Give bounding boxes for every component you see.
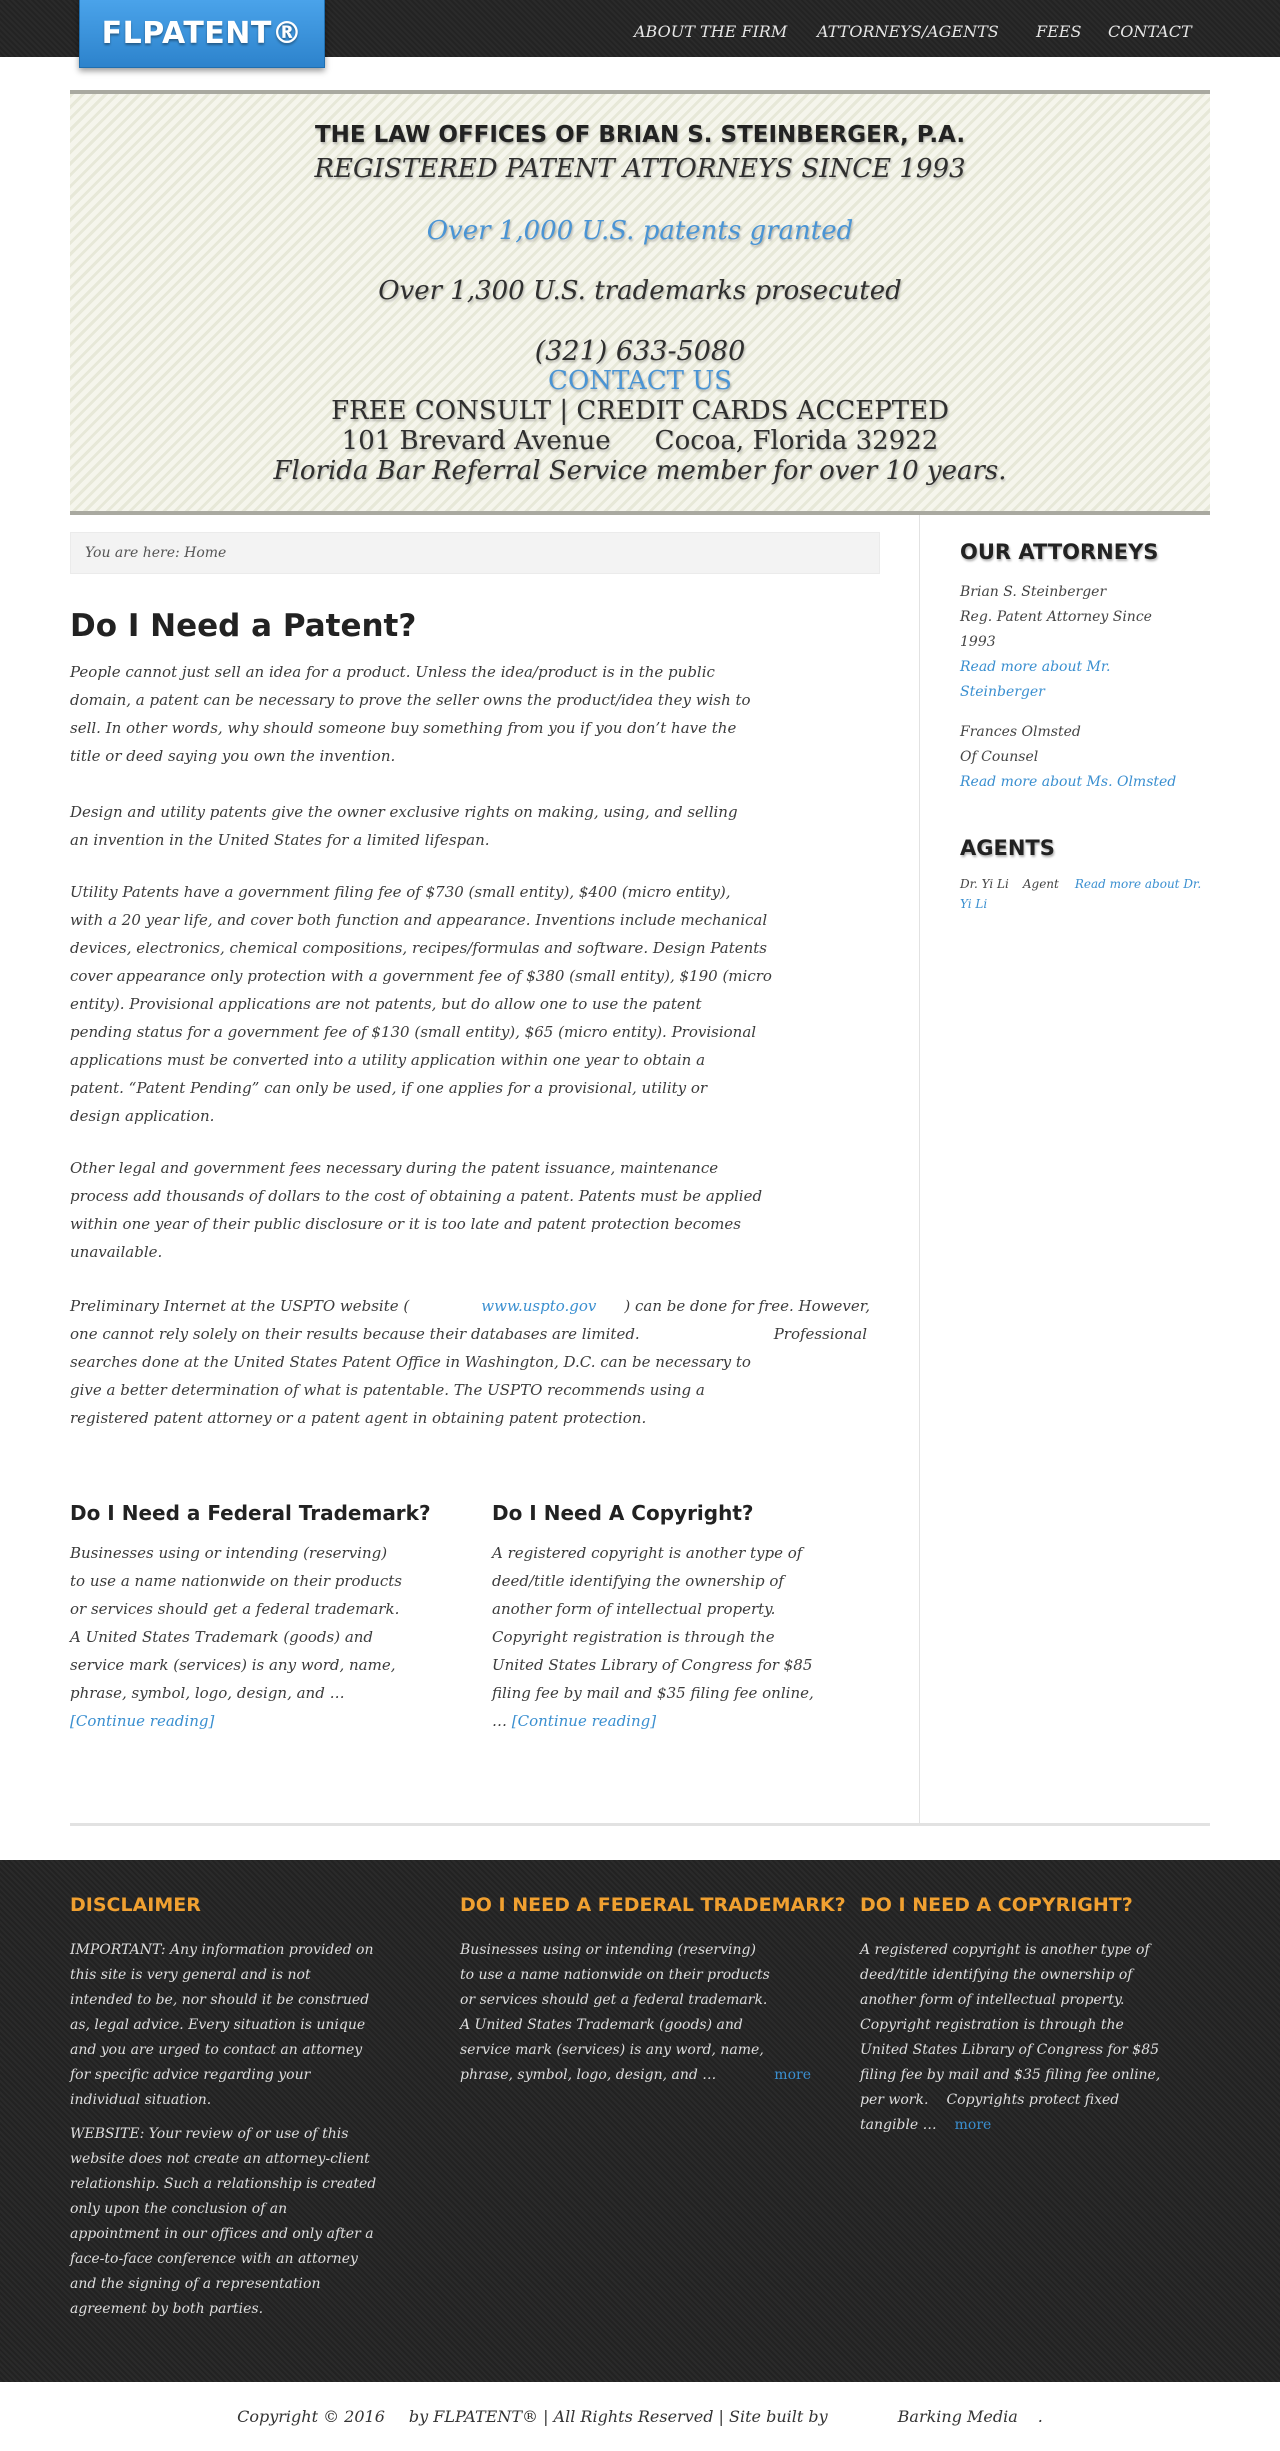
text-line — [70, 1707, 402, 1735]
text-line: only upon the conclusion of an — [70, 2201, 288, 2217]
text-line: United States Library of Congress for $85 — [860, 2042, 1160, 2058]
text-line: title or deed saying you own the invention. — [70, 747, 396, 765]
text-line: deed/title identifying the ownership of — [860, 1967, 1133, 1983]
hero-phone: (321) 633-5080 — [534, 336, 746, 367]
footer-trademark-more[interactable]: more — [774, 2067, 811, 2083]
hero-trademarks: Over 1,300 U.S. trademarks prosecuted — [378, 276, 902, 306]
paragraph-2 — [70, 798, 738, 854]
nav-contact[interactable]: CONTACT — [1108, 22, 1192, 41]
p5-line2a: one cannot rely solely on their results because their databases are limited. — [70, 1325, 640, 1343]
copyright-year: Copyright © 2016 — [237, 2407, 385, 2426]
text-line: cover appearance only protection with a government fee of $380 (small entity), $190 (micro — [70, 967, 772, 985]
footer-copyright-text — [860, 1938, 1160, 2138]
text-line: domain, a patent can be necessary to prove the seller owns the product/idea they wish to — [70, 691, 751, 709]
attorney-2-name: Frances Olmsted — [960, 724, 1081, 740]
disclaimer-text-1 — [70, 1938, 373, 2113]
copyright-dot: . — [1037, 2407, 1043, 2426]
text-line — [492, 1707, 814, 1735]
text-line: for specific advice regarding your — [70, 2067, 311, 2083]
text-line: to use a name nationwide on their products — [460, 1967, 770, 1983]
text-line: another form of intellectual property. — [492, 1600, 776, 1618]
text-part: per work. — [860, 2092, 929, 2108]
agent-role: Agent — [1022, 877, 1059, 891]
text-line: A registered copyright is another type of — [860, 1942, 1150, 1958]
text-line: process add thousands of dollars to the cost of obtaining a patent. Patents must be applied — [70, 1187, 763, 1205]
page-title: Do I Need a Patent? — [70, 608, 417, 644]
text-line: with a 20 year life, and cover both function and appearance. Inventions include mechanical — [70, 911, 768, 929]
text-line: or services should get a federal trademark. — [460, 1992, 768, 2008]
copyright-by: by FLPATENT® | All Rights Reserved | Site built by — [408, 2407, 828, 2426]
agent-link[interactable]: Read more about Dr. — [1074, 877, 1202, 891]
text-line: service mark (services) is any word, name, — [70, 1656, 396, 1674]
text-line: relationship. Such a relationship is created — [70, 2176, 377, 2192]
text-line: deed/title identifying the ownership of — [492, 1572, 784, 1590]
text-line: another form of intellectual property. — [860, 1992, 1125, 2008]
text-line: intended to be, nor should it be construed — [70, 1992, 370, 2008]
attorney-1-link-cont[interactable]: Steinberger — [960, 684, 1045, 700]
text-line: design application. — [70, 1107, 215, 1125]
footer-copyright-heading[interactable]: DO I NEED A COPYRIGHT? — [860, 1894, 1133, 1916]
text-line: phrase, symbol, logo, design, and … — [70, 1684, 345, 1702]
site-logo[interactable]: FLPATENT® — [79, 0, 325, 68]
text-line: applications must be converted into a utility application within one year to obtain a — [70, 1051, 706, 1069]
trademark-teaser-text — [70, 1539, 402, 1735]
copyright-teaser-text — [492, 1539, 814, 1735]
attorney-1-name: Brian S. Steinberger — [960, 584, 1107, 600]
text-line: entity). Provisional applications are not patents, but do allow one to use the patent — [70, 995, 702, 1013]
text-line: to use a name nationwide on their products — [70, 1572, 402, 1590]
attorney-1-title: Reg. Patent Attorney Since — [960, 609, 1152, 625]
attorney-2-link[interactable]: Read more about Ms. Olmsted — [960, 774, 1177, 790]
text-line: pending status for a government fee of $130 (small entity), $65 (micro entity). Provisional — [70, 1023, 757, 1041]
trademark-continue-link[interactable]: [Continue reading] — [70, 1712, 215, 1730]
breadcrumb: You are here: Home — [70, 532, 880, 574]
address-city: Cocoa, Florida 32922 — [654, 426, 939, 456]
nav-about-the-firm[interactable]: ABOUT THE FIRM — [634, 22, 788, 41]
paragraph-1 — [70, 658, 751, 770]
text-line: agreement by both parties. — [70, 2301, 264, 2317]
agent-link-cont[interactable]: Yi Li — [960, 897, 988, 911]
hero-consult: FREE CONSULT | CREDIT CARDS ACCEPTED — [331, 396, 949, 426]
agent-name: Dr. Yi Li — [960, 877, 1009, 891]
footer-widgets — [0, 1860, 1280, 2382]
copyright-continue-link[interactable]: [Continue reading] — [511, 1712, 657, 1730]
nav-attorneys-agents[interactable]: ATTORNEYS/AGENTS — [817, 22, 999, 41]
text-line: and the signing of a representation — [70, 2276, 321, 2292]
disclaimer-text-2 — [70, 2122, 376, 2322]
text-line: searches done at the United States Patent Office in Washington, D.C. can be necessary to — [70, 1353, 751, 1371]
text-line: Copyright registration is through the — [492, 1628, 775, 1646]
text-line: A United States Trademark (goods) and — [460, 2017, 743, 2033]
text-line: WEBSITE: Your review of or use of this — [70, 2126, 349, 2142]
uspto-link[interactable]: www.uspto.gov — [481, 1297, 597, 1315]
text-part: phrase, symbol, logo, design, and … — [460, 2067, 717, 2083]
text-line: A registered copyright is another type of — [492, 1544, 803, 1562]
text-part: Copyrights protect fixed — [946, 2092, 1120, 2108]
hero-banner — [70, 90, 1210, 515]
top-bar — [0, 0, 1280, 57]
disclaimer-heading: DISCLAIMER — [70, 1894, 201, 1916]
text-line: give a better determination of what is patentable. The USPTO recommends using a — [70, 1381, 705, 1399]
text-line: sell. In other words, why should someone buy something from you if you don’t have the — [70, 719, 737, 737]
text-line: filing fee by mail and $35 filing fee online, — [492, 1684, 814, 1702]
builder-link[interactable]: Barking Media — [897, 2407, 1018, 2426]
address-street: 101 Brevard Avenue — [341, 426, 611, 456]
text-line: and you are urged to contact an attorney — [70, 2042, 363, 2058]
copyright-bar — [0, 2382, 1280, 2451]
text-line: filing fee by mail and $35 filing fee online, — [860, 2067, 1161, 2083]
text-line: Other legal and government fees necessary during the patent issuance, maintenance — [70, 1159, 719, 1177]
trademark-teaser-title[interactable]: Do I Need a Federal Trademark? — [70, 1501, 431, 1525]
attorney-1-year: 1993 — [960, 634, 996, 650]
text-line: devices, electronics, chemical compositions, recipes/formulas and software. Design Patents — [70, 939, 767, 957]
paragraph-4 — [70, 1154, 762, 1266]
text-line: service mark (services) is any word, name, — [460, 2042, 764, 2058]
text-line: IMPORTANT: Any information provided on — [70, 1942, 374, 1958]
text-line: individual situation. — [70, 2092, 212, 2108]
text-line — [70, 1320, 870, 1348]
nav-fees[interactable]: FEES — [1036, 22, 1082, 41]
p5-end: ) can be done for free. However, — [624, 1297, 870, 1315]
text-line: United States Library of Congress for $85 — [492, 1656, 813, 1674]
footer-copyright-more[interactable]: more — [954, 2117, 992, 2133]
text-line — [860, 2088, 1160, 2113]
hero-since: REGISTERED PATENT ATTORNEYS SINCE 1993 — [314, 154, 966, 184]
text-line: Utility Patents have a government filing fee of $730 (small entity), $400 (micro entity), — [70, 883, 731, 901]
text-line: Design and utility patents give the owner exclusive rights on making, using, and selling — [70, 803, 738, 821]
p5-start: Preliminary Internet at the USPTO website ( — [70, 1297, 410, 1315]
text-line: Copyright registration is through the — [860, 2017, 1124, 2033]
text-line: registered patent attorney or a patent agent in obtaining patent protection. — [70, 1409, 647, 1427]
text-line: within one year of their public disclosure or it is too late and patent protection becomes — [70, 1215, 741, 1233]
paragraph-3 — [70, 878, 772, 1130]
text-line: A United States Trademark (goods) and — [70, 1628, 374, 1646]
text-line: face-to-face conference with an attorney — [70, 2251, 358, 2267]
agent-row — [960, 874, 1201, 894]
firm-name: THE LAW OFFICES OF BRIAN S. STEINBERGER, P.A. — [314, 122, 966, 148]
text-line: People cannot just sell an idea for a product. Unless the idea/product is in the public — [70, 663, 715, 681]
text-line: patent. “Patent Pending” can only be used, if one applies for a provisional, utility or — [70, 1079, 708, 1097]
footer-trademark-heading[interactable]: DO I NEED A FEDERAL TRADEMARK? — [460, 1894, 846, 1916]
text-line — [70, 1292, 870, 1320]
hero-contact-link[interactable]: CONTACT US — [548, 366, 732, 396]
text-line: appointment in our offices and only after a — [70, 2226, 374, 2242]
content-bottom-rule — [70, 1823, 1210, 1826]
text-line: unavailable. — [70, 1243, 163, 1261]
text-line — [860, 2113, 1160, 2138]
hero-address — [70, 426, 1210, 456]
copyright-teaser-title[interactable]: Do I Need A Copyright? — [492, 1501, 754, 1525]
paragraph-5 — [70, 1292, 870, 1432]
hero-bar-referral: Florida Bar Referral Service member for over 10 years. — [273, 456, 1007, 486]
text-line: as, legal advice. Every situation is unique — [70, 2017, 366, 2033]
sidebar-divider — [919, 515, 920, 1825]
text-line: an invention in the United States for a limited lifespan. — [70, 831, 490, 849]
text-line — [460, 2063, 811, 2088]
ellipsis: … — [492, 1712, 507, 1730]
text-line: Businesses using or intending (reserving) — [70, 1544, 388, 1562]
text-part: tangible … — [860, 2117, 937, 2133]
text-line: Businesses using or intending (reserving) — [460, 1942, 756, 1958]
agents-heading: AGENTS — [960, 836, 1055, 860]
text-line: or services should get a federal trademark. — [70, 1600, 400, 1618]
text-line: website does not create an attorney-client — [70, 2151, 370, 2167]
attorney-1-link[interactable]: Read more about Mr. — [960, 659, 1111, 675]
attorney-2-title: Of Counsel — [960, 749, 1039, 765]
p5-line2b: Professional — [773, 1325, 868, 1343]
text-line: this site is very general and is not — [70, 1967, 311, 1983]
hero-patents: Over 1,000 U.S. patents granted — [426, 216, 854, 246]
our-attorneys-heading: OUR ATTORNEYS — [960, 540, 1159, 564]
footer-trademark-text — [460, 1938, 811, 2088]
